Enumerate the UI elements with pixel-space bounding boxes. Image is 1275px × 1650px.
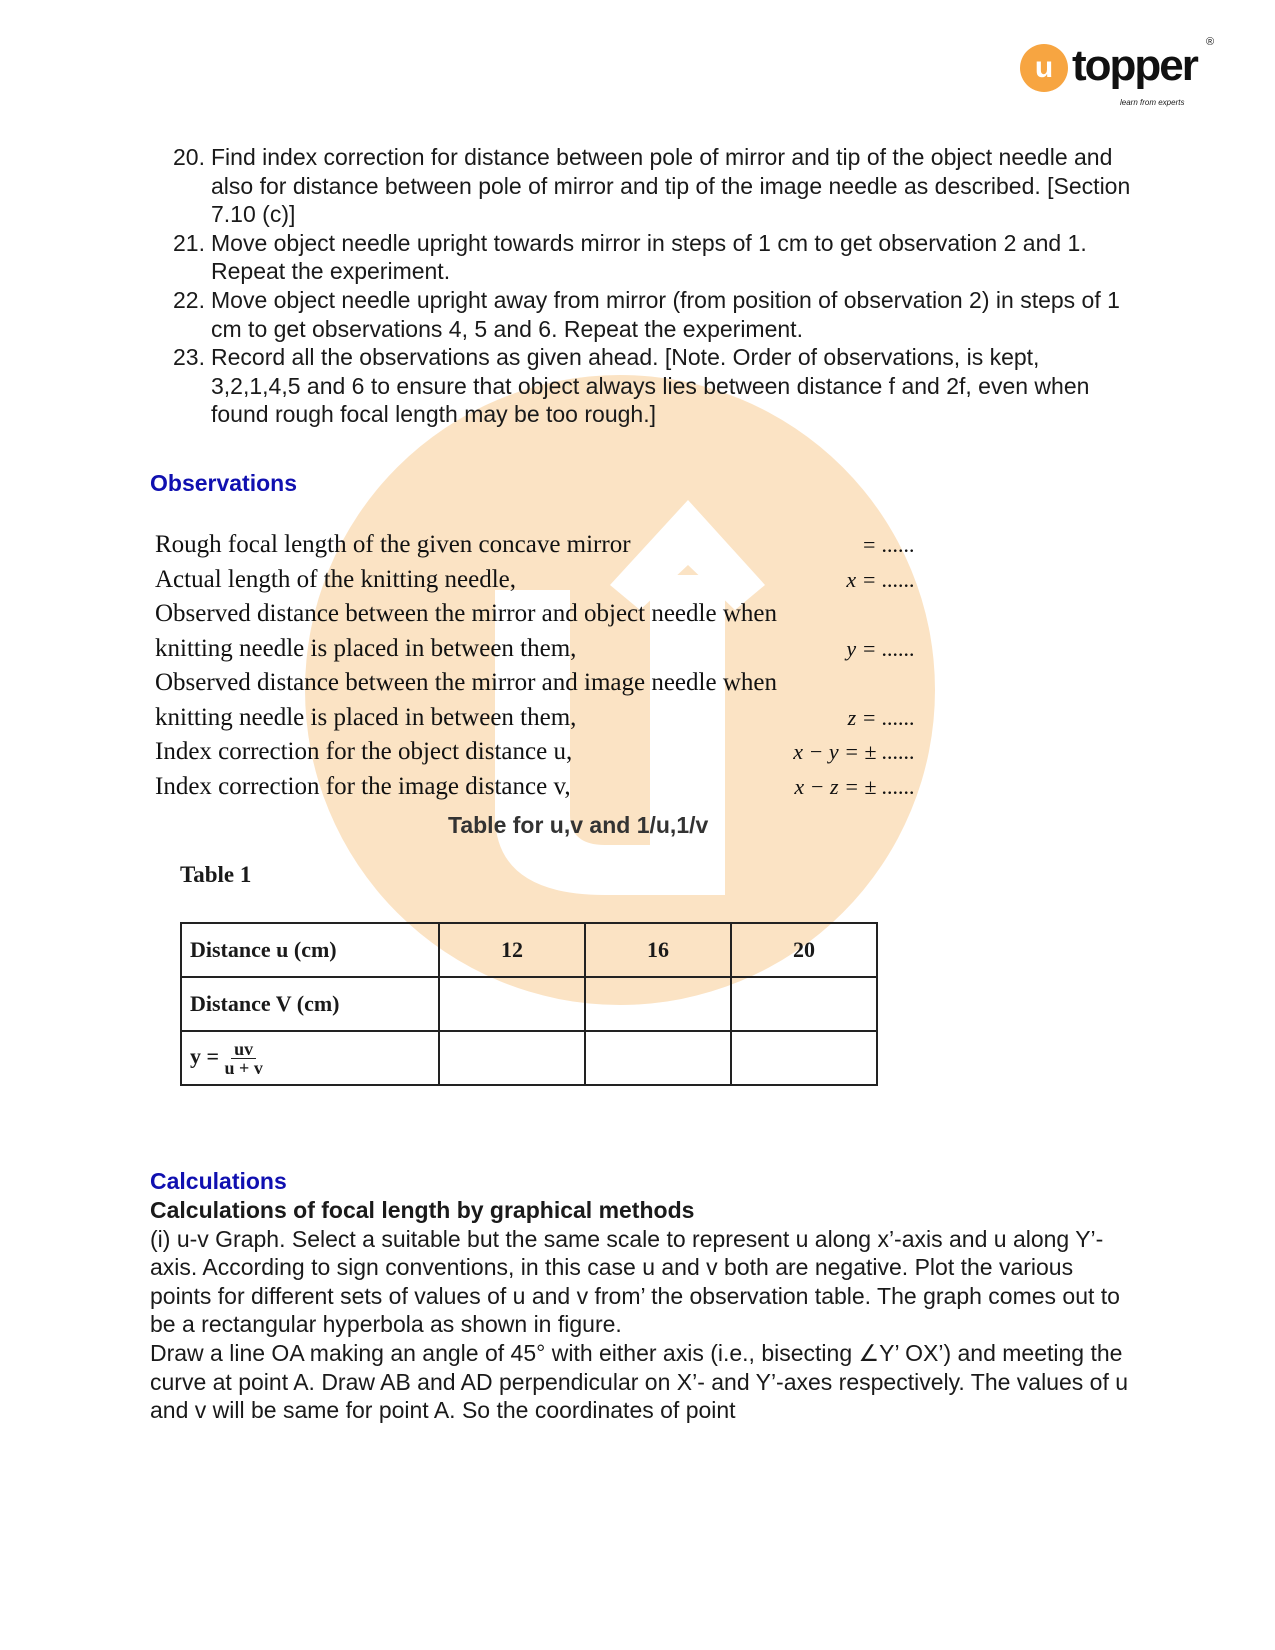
table-caption: Table for u,v and 1/u,1/v xyxy=(448,812,709,838)
topper-logo xyxy=(1020,36,1220,116)
observations-list xyxy=(155,528,915,804)
observation-row: Rough focal length of the given concave mirror = ...... xyxy=(155,531,915,558)
logo-u-icon: u xyxy=(1020,44,1068,92)
observation-table xyxy=(180,922,878,1086)
observation-row: Observed distance between the mirror and object needle when xyxy=(155,600,777,627)
logo-tagline: learn from experts xyxy=(1120,98,1185,107)
registered-mark: ® xyxy=(1206,36,1215,48)
logo-brand: topper xyxy=(1072,41,1197,90)
observation-row: Observed distance between the mirror and image needle when xyxy=(155,669,777,696)
table-label: Table 1 xyxy=(180,862,252,887)
step-item: 21. Move object needle upright towards mirror in steps of 1 cm to get observation 2 and 1. Repeat the experiment. xyxy=(173,229,1087,285)
paragraph: (i) u-v Graph. Select a suitable but the same scale to represent u along x’-axis and u along Y’-axis. According to sign conventions, in this case u and v both are negative. Plot the various points for different sets of values of u and v from’ the observation table. The graph comes out to be a rectangular hyperbola as shown in figure. xyxy=(150,1225,1120,1338)
calculations-heading: Calculations xyxy=(150,1168,287,1194)
step-item: 22. Move object needle upright away from mirror (from position of observation 2) in steps of 1 cm to get observations 4, 5 and 6. Repeat the experiment. xyxy=(173,286,1120,342)
step-item: 23. Record all the observations as given ahead. [Note. Order of observations, is kept, 3,2,1,4,5 and 6 to ensure that object always lies between distance f and 2f, even when found rough focal length may be too rough.] xyxy=(173,344,1090,428)
observation-row: Index correction for the object distance u, x − y = ± ...... xyxy=(155,738,915,765)
calculations-body xyxy=(150,1196,1130,1425)
table-row: Distance V (cm) xyxy=(181,977,877,1031)
table-row xyxy=(181,1031,877,1085)
observation-row: Actual length of the knitting needle, x = ...... xyxy=(155,565,915,593)
procedure-steps xyxy=(173,143,1133,429)
observation-row: knitting needle is placed in between them, y = ...... xyxy=(155,634,915,662)
table-row: Distance u (cm) 12 16 20 xyxy=(181,923,877,977)
observation-row: knitting needle is placed in between them, z = ...... xyxy=(155,703,915,731)
step-item: 20. Find index correction for distance between pole of mirror and tip of the object needle and also for distance between pole of mirror and tip of the image needle as described. [Section 7.10 (c)] xyxy=(173,144,1131,228)
paragraph: Draw a line OA making an angle of 45° with either axis (i.e., bisecting ∠Y’ OX’) and meeting the curve at point A. Draw AB and AD perpendicular on X’- and Y’-axes respectively. The values of u and v will be same for point A. So the coordinates of point xyxy=(150,1339,1129,1424)
formula-cell: y = $\frac{uv}{u + v}$ xyxy=(181,1031,439,1085)
fraction: $\frac{uv}{u + v}$ xyxy=(224,1038,263,1078)
calculations-subheading: Calculations of focal length by graphical methods xyxy=(150,1197,695,1223)
observation-row: Index correction for the image distance v, x − z = ± ...... xyxy=(155,772,915,800)
observations-heading: Observations xyxy=(150,470,297,496)
